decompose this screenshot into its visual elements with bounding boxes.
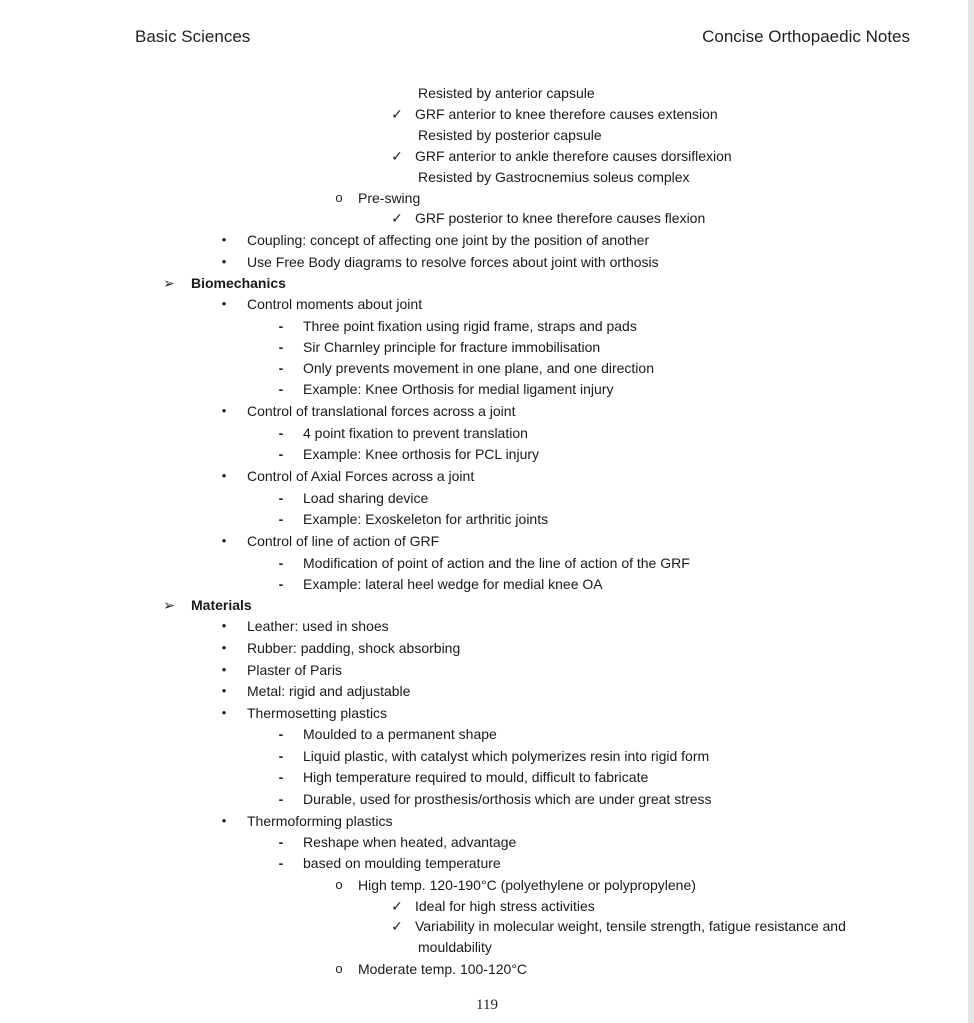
circle-bullet-icon: o	[335, 961, 343, 976]
dash-bullet-icon: -	[278, 446, 284, 462]
bullet-icon: •	[221, 296, 227, 311]
header-left: Basic Sciences	[135, 27, 251, 46]
circle-bullet-icon: o	[335, 877, 343, 892]
bullet-item	[0, 531, 974, 551]
dash-item	[0, 337, 974, 357]
bullet-item	[0, 811, 974, 831]
text-line	[0, 125, 974, 145]
bullet-item	[0, 294, 974, 314]
dash-bullet-icon: -	[278, 381, 284, 397]
dash-item	[0, 746, 974, 766]
dash-item	[0, 423, 974, 443]
arrow-bullet-icon: ➢	[163, 597, 175, 613]
dash-bullet-icon: -	[278, 511, 284, 527]
dash-bullet-icon: -	[278, 339, 284, 355]
circle-item	[0, 875, 974, 895]
check-item	[0, 104, 974, 124]
line-text: Resisted by posterior capsule	[418, 127, 602, 143]
dash-bullet-icon: -	[278, 726, 284, 742]
bullet-icon: •	[221, 662, 227, 677]
line-text: 4 point fixation to prevent translation	[303, 425, 528, 441]
line-text: Thermoforming plastics	[247, 813, 393, 829]
dash-item	[0, 444, 974, 464]
dash-bullet-icon: -	[278, 791, 284, 807]
dash-item	[0, 574, 974, 594]
section-heading	[0, 273, 974, 293]
line-text: High temp. 120-190°C (polyethylene or polypropylene)	[358, 877, 696, 893]
dash-item	[0, 316, 974, 336]
line-text: Control of line of action of GRF	[247, 533, 440, 549]
line-text: Pre-swing	[358, 190, 421, 206]
line-text: Three point fixation using rigid frame, straps and pads	[303, 318, 637, 334]
circle-item	[0, 959, 974, 979]
line-text: GRF anterior to knee therefore causes extension	[415, 106, 718, 122]
text-line	[0, 167, 974, 187]
bullet-icon: •	[221, 254, 227, 269]
line-text: mouldability	[418, 939, 492, 955]
bullet-item	[0, 252, 974, 272]
check-item	[0, 146, 974, 166]
line-text: High temperature required to mould, difficult to fabricate	[303, 769, 649, 785]
page-number: 119	[476, 997, 498, 1013]
header-right: Concise Orthopaedic Notes	[702, 27, 910, 46]
section-heading-text: Materials	[191, 597, 252, 613]
bullet-icon: •	[221, 813, 227, 828]
dash-bullet-icon: -	[278, 360, 284, 376]
dash-bullet-icon: -	[278, 748, 284, 764]
check-item	[0, 208, 974, 228]
dash-item	[0, 767, 974, 787]
circle-item	[0, 188, 974, 208]
line-text: GRF anterior to ankle therefore causes dorsiflexion	[415, 148, 732, 164]
line-text: Example: lateral heel wedge for medial knee OA	[303, 576, 603, 592]
dash-item	[0, 789, 974, 809]
dash-bullet-icon: -	[278, 834, 284, 850]
dash-bullet-icon: -	[278, 318, 284, 334]
bullet-icon: •	[221, 683, 227, 698]
line-text: Durable, used for prosthesis/orthosis which are under great stress	[303, 791, 712, 807]
dash-item	[0, 724, 974, 744]
check-item	[0, 916, 974, 936]
line-text: Control of translational forces across a joint	[247, 403, 516, 419]
line-text: Control moments about joint	[247, 296, 423, 312]
checkmark-icon: ✓	[391, 898, 403, 914]
bullet-icon: •	[221, 468, 227, 483]
line-text: Ideal for high stress activities	[415, 898, 595, 914]
section-heading	[0, 595, 974, 615]
dash-bullet-icon: -	[278, 576, 284, 592]
line-text: Control of Axial Forces across a joint	[247, 468, 475, 484]
dash-bullet-icon: -	[278, 555, 284, 571]
line-text: Resisted by anterior capsule	[418, 85, 595, 101]
dash-item	[0, 832, 974, 852]
line-text: Thermosetting plastics	[247, 705, 388, 721]
line-text: Metal: rigid and adjustable	[247, 683, 411, 699]
dash-bullet-icon: -	[278, 855, 284, 871]
bullet-icon: •	[221, 705, 227, 720]
arrow-bullet-icon: ➢	[163, 275, 175, 291]
line-text: Example: Exoskeleton for arthritic joints	[303, 511, 549, 527]
dash-item	[0, 853, 974, 873]
section-heading-text: Biomechanics	[191, 275, 286, 291]
dash-item	[0, 488, 974, 508]
line-text: Example: Knee orthosis for PCL injury	[303, 446, 540, 462]
line-text: Moderate temp. 100-120°C	[358, 961, 528, 977]
text-line	[0, 937, 974, 957]
line-text: Liquid plastic, with catalyst which polymerizes resin into rigid form	[303, 748, 710, 764]
dash-bullet-icon: -	[278, 490, 284, 506]
line-text: Plaster of Paris	[247, 662, 342, 678]
checkmark-icon: ✓	[391, 210, 403, 226]
dash-item	[0, 358, 974, 378]
line-text: Leather: used in shoes	[247, 618, 389, 634]
bullet-icon: •	[221, 618, 227, 633]
bullet-item	[0, 401, 974, 421]
line-text: Variability in molecular weight, tensile strength, fatigue resistance and	[415, 918, 846, 934]
dash-bullet-icon: -	[278, 425, 284, 441]
dash-item	[0, 379, 974, 399]
bullet-item	[0, 230, 974, 250]
line-text: GRF posterior to knee therefore causes flexion	[415, 210, 706, 226]
bullet-icon: •	[221, 403, 227, 418]
bullet-item	[0, 703, 974, 723]
line-text: Sir Charnley principle for fracture immobilisation	[303, 339, 601, 355]
dash-item	[0, 509, 974, 529]
text-line	[0, 83, 974, 103]
checkmark-icon: ✓	[391, 918, 403, 934]
line-text: Resisted by Gastrocnemius soleus complex	[418, 169, 690, 185]
line-text: Load sharing device	[303, 490, 429, 506]
dash-item	[0, 553, 974, 573]
bullet-item	[0, 616, 974, 636]
line-text: Modification of point of action and the line of action of the GRF	[303, 555, 690, 571]
bullet-item	[0, 638, 974, 658]
dash-bullet-icon: -	[278, 769, 284, 785]
line-text: Rubber: padding, shock absorbing	[247, 640, 461, 656]
line-text: Reshape when heated, advantage	[303, 834, 517, 850]
check-item	[0, 896, 974, 916]
bullet-item	[0, 681, 974, 701]
line-text: Coupling: concept of affecting one joint by the position of another	[247, 232, 650, 248]
line-text: Use Free Body diagrams to resolve forces about joint with orthosis	[247, 254, 659, 270]
bullet-item	[0, 466, 974, 486]
bullet-icon: •	[221, 533, 227, 548]
line-text: Moulded to a permanent shape	[303, 726, 497, 742]
line-text: based on moulding temperature	[303, 855, 501, 871]
bullet-icon: •	[221, 232, 227, 247]
checkmark-icon: ✓	[391, 106, 403, 122]
bullet-icon: •	[221, 640, 227, 655]
checkmark-icon: ✓	[391, 148, 403, 164]
bullet-item	[0, 660, 974, 680]
line-text: Example: Knee Orthosis for medial ligament injury	[303, 381, 614, 397]
line-text: Only prevents movement in one plane, and one direction	[303, 360, 654, 376]
circle-bullet-icon: o	[335, 190, 343, 205]
